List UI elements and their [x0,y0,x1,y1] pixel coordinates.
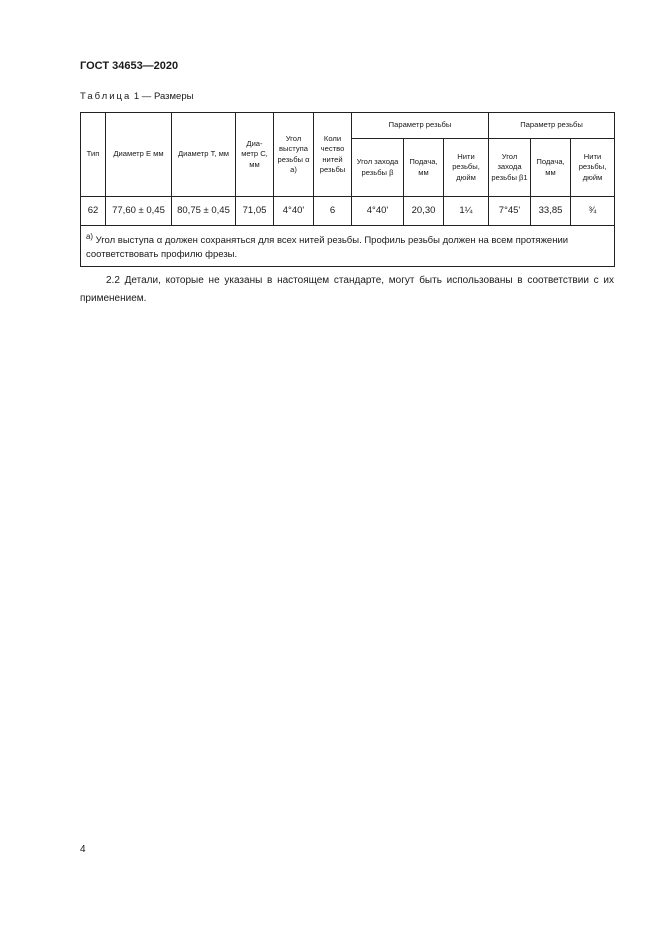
table-caption-word: Таблица [80,91,132,102]
group-thread-parameter-2: Параметр резьбы [489,113,615,139]
cell-diameter-t: 80,75 ± 0,45 [172,197,236,226]
cell-thread-count: 6 [314,197,352,226]
col-type: Тип [81,113,106,197]
body-paragraph: 2.2 Детали, которые не указаны в настоящем стандарте, могут быть использованы в соответствии с их применением. [80,275,614,304]
cell-lead-angle-beta: 4°40' [352,197,404,226]
col-lead-angle-beta: Угол захода резьбы β [352,139,404,197]
col-feed-1: Подача, мм [404,139,444,197]
col-feed-2: Подача, мм [531,139,571,197]
group-thread-parameter-1: Параметр резьбы [352,113,489,139]
cell-thread-angle: 4°40' [274,197,314,226]
cell-diameter-c: 71,05 [236,197,274,226]
cell-threads-per-inch-2: ¾ [571,197,615,226]
col-thread-count: Коли чество нитей резьбы [314,113,352,197]
table-row [81,197,615,226]
cell-threads-per-inch-1: 1¼ [444,197,489,226]
col-thread-angle: Угол выступа резьбы α а) [274,113,314,197]
footnote-marker: а) [86,232,94,241]
col-diameter-e: Диаметр E мм [106,113,172,197]
table-caption-title: 1 — Размеры [131,91,194,102]
col-diameter-t: Диаметр T, мм [172,113,236,197]
footnote-text: Угол выступа α должен сохраняться для всех нитей резьбы. Профиль резьбы должен на всем протяжении соответствовать профилю фрезы. [86,235,569,260]
cell-lead-angle-beta1: 7°45' [489,197,531,226]
page-number: 4 [80,844,86,855]
cell-diameter-e: 77,60 ± 0,45 [106,197,172,226]
dimensions-table [80,112,615,267]
standard-header: ГОСТ 34653—2020 [80,60,179,72]
cell-feed-2: 33,85 [531,197,571,226]
cell-type: 62 [81,197,106,226]
col-lead-angle-beta1: Угол захода резьбы β1 [489,139,531,197]
table-footnote [81,226,615,267]
cell-feed-1: 20,30 [404,197,444,226]
col-threads-per-inch-2: Нити резьбы, дюйм [571,139,615,197]
col-diameter-c: Диа-метр C, мм [236,113,274,197]
table-caption [80,91,193,102]
col-threads-per-inch-1: Нити резьбы, дюйм [444,139,489,197]
table-footnote-row [81,226,615,267]
